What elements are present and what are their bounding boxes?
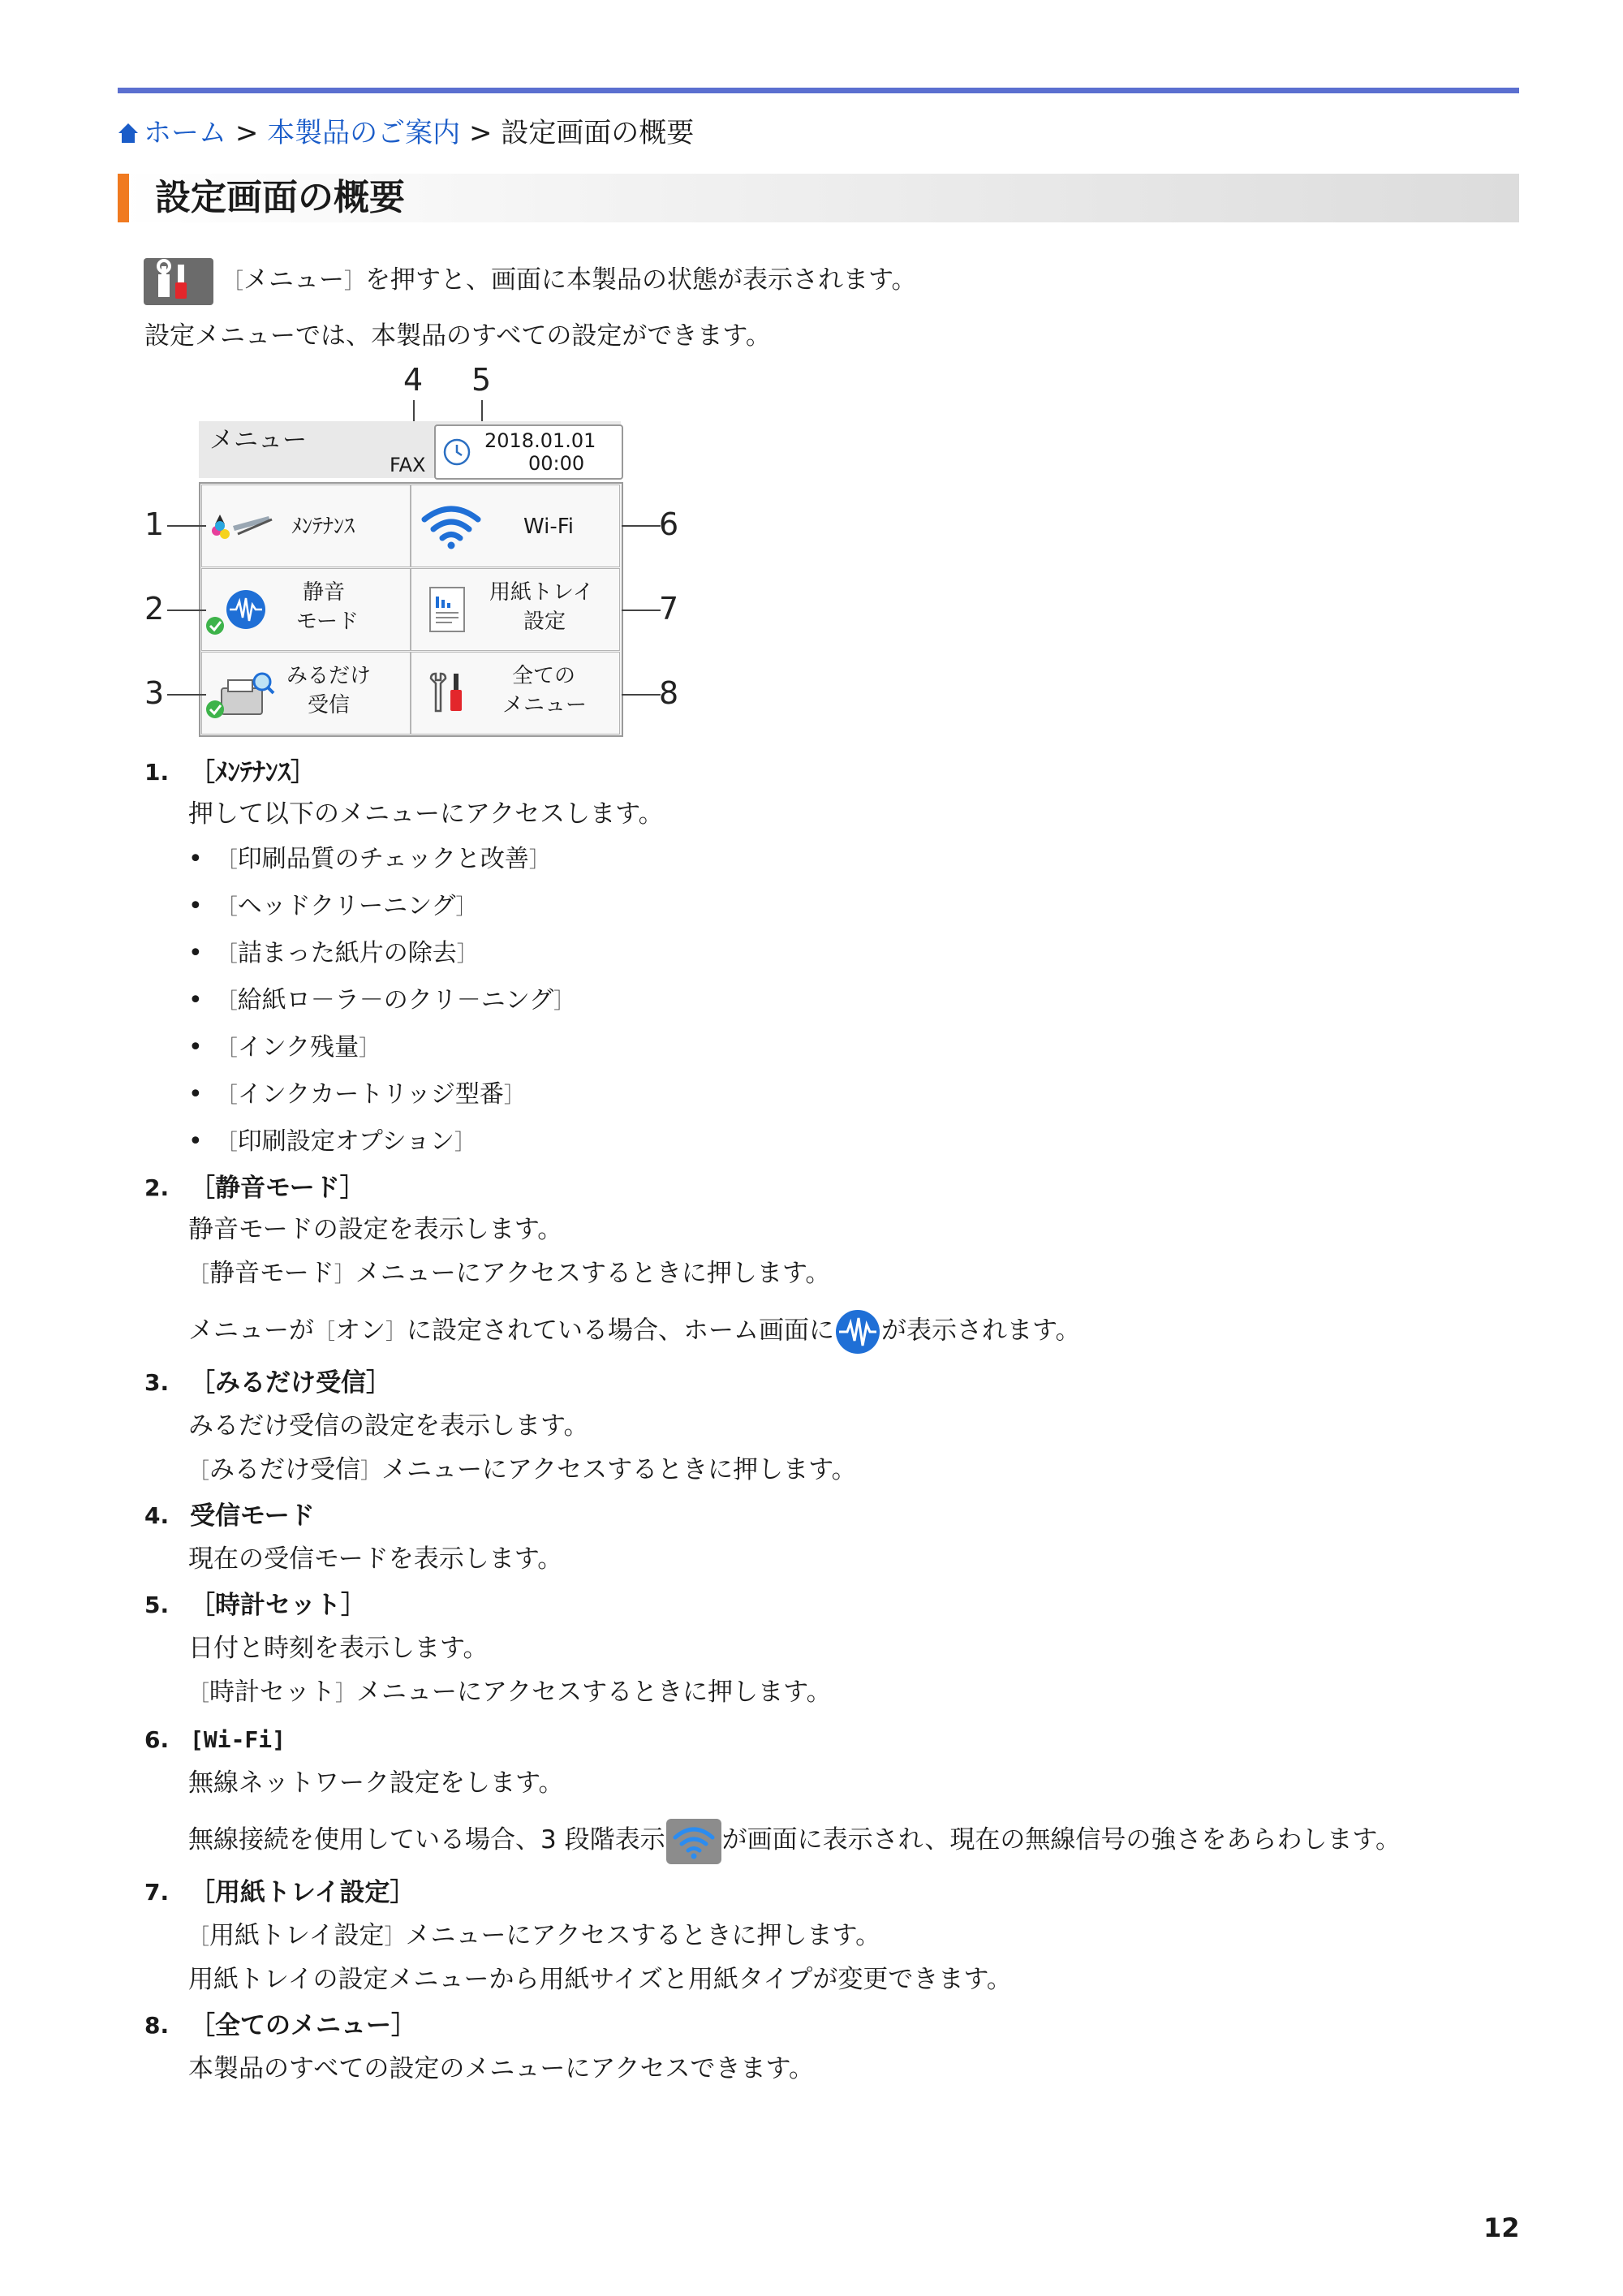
quiet-mode-button[interactable] [201,568,411,651]
callout-1: 1 [144,506,165,542]
item-number: 4. [144,1502,170,1529]
bullet-text: 給紙ロ－ラ－のクリ－ニング [237,986,554,1014]
top-rule [118,88,1519,93]
clock-icon [441,437,472,467]
paper-tray-icon [428,585,470,635]
item-desc-text: メニューにアクセスするときに押します。 [381,1455,857,1484]
item-number: 2. [144,1174,170,1201]
wifi-label: Wi-Fi [523,515,575,539]
item-heading: ［みるだけ受信］ [190,1368,391,1398]
item-desc: 日付と時刻を表示します。 [188,1634,489,1663]
paper-tray-label-2: 設定 [523,610,566,634]
item-number: 7. [144,1879,170,1906]
item-number: 1. [144,759,170,786]
item-desc-bracket: みるだけ受信 [209,1455,361,1484]
item-desc: ［時計セット］メニューにアクセスするときに押します。 [188,1678,832,1707]
wifi-signal-icon [665,1818,722,1865]
home-icon[interactable] [118,122,139,144]
bullet-item: • ［インク残量］ [188,1033,381,1062]
item-desc-bracket: オン [335,1316,386,1346]
item-desc: ［用紙トレイ設定］メニューにアクセスするときに押します。 [188,1921,881,1950]
wifi-icon [421,503,481,550]
item-desc-text: メニューが [188,1316,314,1346]
maintenance-label: ﾒﾝﾃﾅﾝｽ [291,515,355,539]
item-desc-text: が画面に表示され、現在の無線信号の強さをあらわします。 [721,1825,1401,1854]
item-desc-bracket: 用紙トレイ設定 [209,1921,385,1950]
item-heading [190,1500,315,1532]
callout-5: 5 [471,362,492,398]
clock-button[interactable] [434,424,623,480]
item-desc: みるだけ受信の設定を表示します。 [188,1411,589,1441]
preview-receive-label-2: 受信 [308,693,351,717]
item-number: 3. [144,1369,170,1396]
breadcrumb [118,114,694,153]
item-desc: ［みるだけ受信］メニューにアクセスするときに押します。 [188,1455,857,1484]
item-desc: 本製品のすべての設定のメニューにアクセスできます。 [188,2054,814,2083]
intro-line2: 設定メニューでは、本製品のすべての設定ができます。 [144,321,771,351]
item-label: 静音モード [215,1174,340,1203]
bullet-text: 印刷品質のチェックと改善 [237,845,529,873]
item-heading: ［用紙トレイ設定］ [190,1878,415,1907]
breadcrumb-link[interactable]: 本製品のご案内 [267,117,461,149]
bullet-item: • ［印刷品質のチェックと改善］ [188,845,550,873]
intro-line1-text: を押すと、画面に本製品の状態が表示されます。 [365,265,917,295]
callout-line [167,525,206,527]
item-number: 5. [144,1592,170,1618]
all-settings-icon [426,669,471,719]
item-desc-text: メニューにアクセスするときに押します。 [356,1678,832,1707]
item-heading: ［静音モード］ [190,1174,365,1203]
item-heading: ［時計セット］ [190,1591,366,1620]
callout-2: 2 [144,591,165,627]
page-title-bar [118,174,1519,222]
maintenance-button[interactable] [201,485,411,567]
quiet-mode-label-2: モード [296,610,359,634]
title-accent [118,174,129,222]
intro-line1: ［メニュー］を押すと、画面に本製品の状態が表示されます。 [222,265,917,295]
callout-3: 3 [144,675,165,711]
item-desc-text: メニューにアクセスするときに押します。 [355,1259,831,1288]
paper-tray-button[interactable] [411,568,620,651]
item-desc [188,1816,1401,1865]
item-desc-text: 無線接続を使用している場合、3 段階表示 [188,1825,665,1854]
quiet-mode-icon [204,587,272,639]
item-label: みるだけ受信 [215,1368,366,1398]
bullet-item: • ［インクカートリッジ型番］ [188,1080,525,1109]
all-settings-label-2: メニュー [502,693,588,717]
breadcrumb-home[interactable]: ホーム [144,117,226,149]
item-label: Wi-Fi [203,1726,273,1753]
item-desc: メニューが［オン］に設定されている場合、ホーム画面に が表示されます。 [188,1308,1081,1355]
all-settings-label-1: 全ての [512,664,576,688]
bullet-item: • ［詰まった紙片の除去］ [188,939,478,967]
clock-time: 00:00 [528,452,585,475]
item-desc: ［静音モード］メニューにアクセスするときに押します。 [188,1259,831,1288]
page-number: 12 [1483,2212,1520,2243]
item-label: 用紙トレイ設定 [215,1878,390,1907]
callout-line [622,694,661,696]
bullet-text: インク残量 [237,1033,359,1062]
breadcrumb-separator: > [235,117,259,149]
lcd-menu-label: メニュー [209,426,307,454]
wifi-button[interactable] [411,485,620,567]
callout-line [167,694,206,696]
preview-receive-button[interactable] [201,652,411,734]
item-desc-bracket: 時計セット [209,1678,336,1707]
bullet-text: インクカートリッジ型番 [237,1080,504,1109]
item-desc-text: に設定されている場合、ホーム画面に [407,1316,835,1346]
intro-menu-label: メニュー [243,265,345,295]
item-desc: 静音モードの設定を表示します。 [188,1215,563,1244]
paper-tray-label-1: 用紙トレイ [489,580,594,605]
receive-mode-label: FAX [390,454,426,476]
page-title: 設定画面の概要 [155,177,405,218]
callout-4: 4 [403,362,424,398]
tools-icon [144,258,213,305]
quiet-mode-label-1: 静音 [303,580,346,605]
fax-preview-icon [204,669,278,722]
callout-line [167,610,206,611]
item-desc: 用紙トレイの設定メニューから用紙サイズと用紙タイプが変更できます。 [188,1965,1012,1994]
item-number: 6. [144,1726,170,1753]
item-heading: [Wi-Fi] [190,1726,286,1753]
lcd-menu-grid [199,482,623,737]
item-desc-text: メニューにアクセスするときに押します。 [405,1921,881,1950]
item-desc: 現在の受信モードを表示します。 [188,1544,563,1574]
item-number: 8. [144,2012,170,2039]
item-label: 時計セット [215,1591,341,1620]
item-desc-text: が表示されます。 [881,1316,1081,1346]
bullet-text: 印刷設定オプション [237,1127,455,1156]
clock-date: 2018.01.01 [484,429,596,452]
callout-6: 6 [659,506,679,542]
item-desc: 無線ネットワーク設定をします。 [188,1768,564,1798]
item-label: ﾒﾝﾃﾅﾝｽ [215,758,291,787]
bullet-text: 詰まった紙片の除去 [237,939,457,967]
item-desc-bracket: 静音モード [209,1259,334,1288]
bullet-text: ヘッドクリーニング [237,892,456,920]
callout-line [622,610,661,611]
item-heading: ［全てのメニュー］ [190,2011,416,2040]
breadcrumb-current: 設定画面の概要 [501,117,695,149]
item-desc: 押して以下のメニューにアクセスします。 [188,799,664,829]
bullet-item: • ［給紙ロ－ラ－のクリ－ニング］ [188,986,575,1014]
item-label: 全てのメニュー [215,2011,391,2040]
callout-7: 7 [659,591,679,627]
callout-line [622,525,661,527]
breadcrumb-separator: > [468,117,493,149]
item-label: 受信モード [190,1501,315,1531]
bullet-item: • ［ヘッドクリーニング］ [188,892,477,920]
all-settings-button[interactable] [411,652,620,734]
quiet-mode-icon [834,1308,881,1355]
preview-receive-label-1: みるだけ [286,664,372,688]
bullet-item: • ［印刷設定オプション］ [188,1127,476,1156]
callout-8: 8 [659,675,679,711]
maintenance-icon [209,508,275,547]
item-heading: ［ﾒﾝﾃﾅﾝｽ］ [190,758,316,787]
